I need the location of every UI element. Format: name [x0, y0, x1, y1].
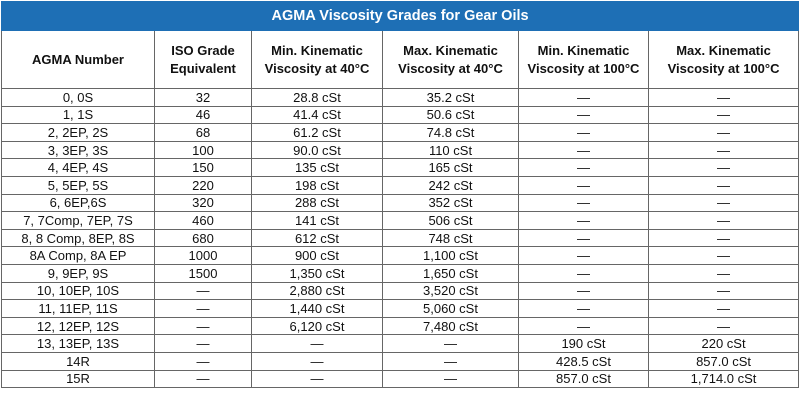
max-viscosity-40c-cell: 748 cSt	[383, 229, 519, 247]
max-viscosity-100c-cell: —	[649, 124, 799, 142]
agma-number-cell: 8, 8 Comp, 8EP, 8S	[2, 229, 155, 247]
table-row	[2, 89, 799, 107]
max-viscosity-40c-cell: 165 cSt	[383, 159, 519, 177]
min-viscosity-100c-cell: 428.5 cSt	[519, 352, 649, 370]
table-row	[2, 212, 799, 230]
max-viscosity-40c-cell: 242 cSt	[383, 176, 519, 194]
min-viscosity-40c-cell: 900 cSt	[252, 247, 383, 265]
max-viscosity-40c-cell: 5,060 cSt	[383, 300, 519, 318]
table-row	[2, 247, 799, 265]
viscosity-grades-table	[1, 1, 799, 388]
max-viscosity-100c-cell: —	[649, 89, 799, 107]
iso-grade-cell: 100	[155, 141, 252, 159]
min-viscosity-40c-cell: 61.2 cSt	[252, 124, 383, 142]
table-row	[2, 317, 799, 335]
max-viscosity-100c-cell: —	[649, 141, 799, 159]
agma-number-cell: 7, 7Comp, 7EP, 7S	[2, 212, 155, 230]
table-body	[2, 89, 799, 388]
agma-number-cell: 0, 0S	[2, 89, 155, 107]
min-viscosity-100c-cell: —	[519, 264, 649, 282]
min-viscosity-100c-cell: —	[519, 194, 649, 212]
max-viscosity-100c-cell: —	[649, 229, 799, 247]
agma-number-cell: 15R	[2, 370, 155, 388]
viscosity-table-container	[1, 1, 798, 399]
max-viscosity-100c-cell: —	[649, 212, 799, 230]
max-viscosity-100c-cell: —	[649, 282, 799, 300]
max-viscosity-40c-cell: 110 cSt	[383, 141, 519, 159]
min-viscosity-40c-cell: —	[252, 370, 383, 388]
min-viscosity-100c-cell: —	[519, 247, 649, 265]
max-viscosity-40c-cell: 1,650 cSt	[383, 264, 519, 282]
min-viscosity-100c-cell: —	[519, 124, 649, 142]
table-row	[2, 141, 799, 159]
min-viscosity-100c-cell: —	[519, 176, 649, 194]
table-row	[2, 352, 799, 370]
max-viscosity-40c-cell: —	[383, 370, 519, 388]
max-viscosity-40c-cell: 3,520 cSt	[383, 282, 519, 300]
max-viscosity-40c-cell: —	[383, 352, 519, 370]
table-title: AGMA Viscosity Grades for Gear Oils	[2, 2, 799, 31]
header-max-viscosity-40c: Max. Kinematic Viscosity at 40°C	[383, 31, 519, 89]
max-viscosity-100c-cell: —	[649, 300, 799, 318]
agma-number-cell: 14R	[2, 352, 155, 370]
min-viscosity-40c-cell: 1,440 cSt	[252, 300, 383, 318]
min-viscosity-40c-cell: 141 cSt	[252, 212, 383, 230]
table-row	[2, 229, 799, 247]
iso-grade-cell: 1000	[155, 247, 252, 265]
iso-grade-cell: 680	[155, 229, 252, 247]
iso-grade-cell: 46	[155, 106, 252, 124]
iso-grade-cell: —	[155, 370, 252, 388]
min-viscosity-40c-cell: 90.0 cSt	[252, 141, 383, 159]
max-viscosity-40c-cell: 35.2 cSt	[383, 89, 519, 107]
max-viscosity-100c-cell: —	[649, 159, 799, 177]
iso-grade-cell: 68	[155, 124, 252, 142]
min-viscosity-40c-cell: 2,880 cSt	[252, 282, 383, 300]
agma-number-cell: 8A Comp, 8A EP	[2, 247, 155, 265]
min-viscosity-40c-cell: 612 cSt	[252, 229, 383, 247]
iso-grade-cell: 32	[155, 89, 252, 107]
max-viscosity-40c-cell: 50.6 cSt	[383, 106, 519, 124]
min-viscosity-100c-cell: —	[519, 141, 649, 159]
max-viscosity-100c-cell: —	[649, 264, 799, 282]
max-viscosity-100c-cell: 1,714.0 cSt	[649, 370, 799, 388]
max-viscosity-40c-cell: 1,100 cSt	[383, 247, 519, 265]
iso-grade-cell: —	[155, 352, 252, 370]
table-row	[2, 300, 799, 318]
max-viscosity-40c-cell: 506 cSt	[383, 212, 519, 230]
min-viscosity-40c-cell: —	[252, 352, 383, 370]
header-min-viscosity-100c: Min. Kinematic Viscosity at 100°C	[519, 31, 649, 89]
header-iso-grade: ISO Grade Equivalent	[155, 31, 252, 89]
header-max-viscosity-100c: Max. Kinematic Viscosity at 100°C	[649, 31, 799, 89]
max-viscosity-100c-cell: —	[649, 106, 799, 124]
min-viscosity-100c-cell: —	[519, 106, 649, 124]
agma-number-cell: 1, 1S	[2, 106, 155, 124]
agma-number-cell: 3, 3EP, 3S	[2, 141, 155, 159]
min-viscosity-100c-cell: —	[519, 89, 649, 107]
table-row	[2, 159, 799, 177]
table-row	[2, 264, 799, 282]
table-row	[2, 124, 799, 142]
min-viscosity-40c-cell: 1,350 cSt	[252, 264, 383, 282]
max-viscosity-100c-cell: —	[649, 176, 799, 194]
max-viscosity-100c-cell: —	[649, 317, 799, 335]
min-viscosity-40c-cell: 288 cSt	[252, 194, 383, 212]
agma-number-cell: 6, 6EP,6S	[2, 194, 155, 212]
header-row	[2, 31, 799, 89]
min-viscosity-40c-cell: 198 cSt	[252, 176, 383, 194]
header-min-viscosity-40c: Min. Kinematic Viscosity at 40°C	[252, 31, 383, 89]
iso-grade-cell: 220	[155, 176, 252, 194]
max-viscosity-100c-cell: —	[649, 247, 799, 265]
min-viscosity-100c-cell: —	[519, 282, 649, 300]
iso-grade-cell: —	[155, 282, 252, 300]
min-viscosity-40c-cell: 6,120 cSt	[252, 317, 383, 335]
iso-grade-cell: 320	[155, 194, 252, 212]
min-viscosity-100c-cell: 190 cSt	[519, 335, 649, 353]
iso-grade-cell: 460	[155, 212, 252, 230]
max-viscosity-100c-cell: —	[649, 194, 799, 212]
min-viscosity-40c-cell: 41.4 cSt	[252, 106, 383, 124]
table-row	[2, 176, 799, 194]
table-row	[2, 282, 799, 300]
iso-grade-cell: 150	[155, 159, 252, 177]
table-row	[2, 106, 799, 124]
min-viscosity-40c-cell: —	[252, 335, 383, 353]
min-viscosity-100c-cell: —	[519, 317, 649, 335]
agma-number-cell: 4, 4EP, 4S	[2, 159, 155, 177]
agma-number-cell: 2, 2EP, 2S	[2, 124, 155, 142]
min-viscosity-100c-cell: —	[519, 159, 649, 177]
table-row	[2, 194, 799, 212]
min-viscosity-100c-cell: —	[519, 300, 649, 318]
header-agma-number: AGMA Number	[2, 31, 155, 89]
iso-grade-cell: —	[155, 317, 252, 335]
max-viscosity-40c-cell: 7,480 cSt	[383, 317, 519, 335]
max-viscosity-40c-cell: 352 cSt	[383, 194, 519, 212]
min-viscosity-100c-cell: 857.0 cSt	[519, 370, 649, 388]
max-viscosity-40c-cell: 74.8 cSt	[383, 124, 519, 142]
max-viscosity-100c-cell: 857.0 cSt	[649, 352, 799, 370]
iso-grade-cell: —	[155, 300, 252, 318]
min-viscosity-40c-cell: 28.8 cSt	[252, 89, 383, 107]
min-viscosity-40c-cell: 135 cSt	[252, 159, 383, 177]
min-viscosity-100c-cell: —	[519, 212, 649, 230]
min-viscosity-100c-cell: —	[519, 229, 649, 247]
agma-number-cell: 12, 12EP, 12S	[2, 317, 155, 335]
agma-number-cell: 10, 10EP, 10S	[2, 282, 155, 300]
table-row	[2, 335, 799, 353]
agma-number-cell: 5, 5EP, 5S	[2, 176, 155, 194]
iso-grade-cell: 1500	[155, 264, 252, 282]
agma-number-cell: 11, 11EP, 11S	[2, 300, 155, 318]
iso-grade-cell: —	[155, 335, 252, 353]
agma-number-cell: 13, 13EP, 13S	[2, 335, 155, 353]
max-viscosity-100c-cell: 220 cSt	[649, 335, 799, 353]
max-viscosity-40c-cell: —	[383, 335, 519, 353]
table-row	[2, 370, 799, 388]
agma-number-cell: 9, 9EP, 9S	[2, 264, 155, 282]
